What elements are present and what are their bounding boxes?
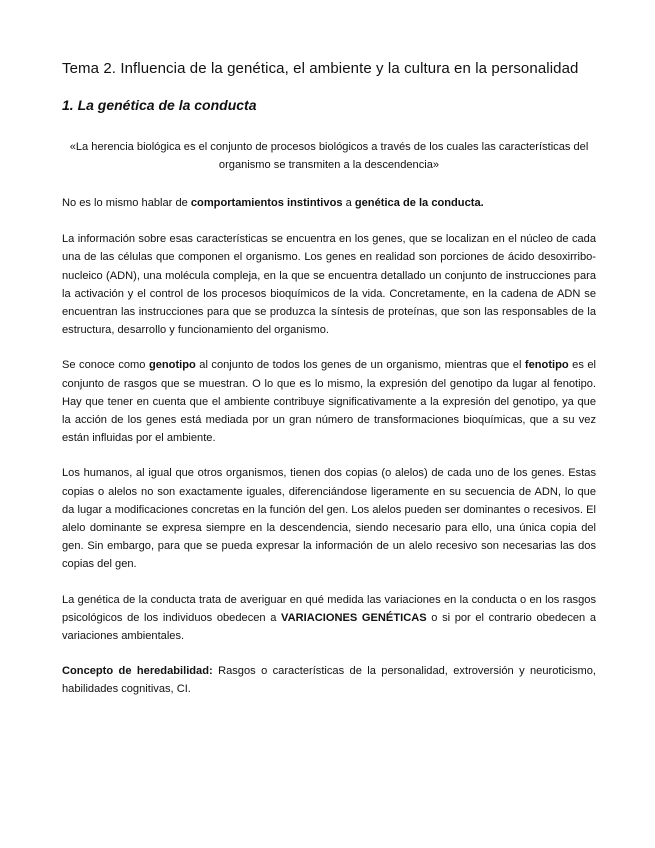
document-page [62,60,596,716]
text-run: La genética de la conducta trata de averiguar en qué medida las variaciones en la conducta o en los rasgos psicológicos de los individuos obedecen a [62,593,596,624]
paragraph-instinct-vs-genetics [62,194,596,212]
text-run: Rasgos o características de la personalidad, extroversión y neuroticismo, habilidades cognitivas, CI. [62,665,596,696]
bold-term-genotype: genotipo [148,359,196,372]
paragraph-genotype-phenotype [62,356,596,447]
bold-term-genetic-variations: VARIACIONES GENÉTICAS [281,611,427,624]
bold-term-phenotype: fenotipo [524,359,569,372]
paragraph-behaviour-genetics [62,591,596,646]
bold-term-heritability: Concepto de heredabilidad: [62,665,213,678]
section-heading: 1. La genética de la conducta [62,97,257,113]
paragraph-heritability [62,662,596,698]
text-run: es el conjunto de rasgos que se muestran. O lo que es lo mismo, la expresión del genotipo da lugar al fenotipo. Hay que tener en cuenta que el ambiente contribuye significativamente a la expresión del genotipo, ya que la acción de los genes está mediada por un gran número de transformaciones bioquímicas, que a su vez están influidas por el ambiente. [62,359,596,445]
paragraph-genes-dna: La información sobre esas características se encuentra en los genes, que se localizan en el núcleo de cada una de las células que componen el organismo. Los genes en realidad son porciones de ácido desoxirribo-nucleico (ADN), una molécula compleja, en la que se encuentra detallado un conjunto de instrucciones para la activación y el control de los procesos bioquímicos de la vida. Concretamente, en la cadena de ADN se encuentran las instrucciones para que se produzca la síntesis de proteínas, que son las responsables de la estructura, desarrollo y funcionamiento del organismo. [62,233,596,337]
bold-term-instinctive-behaviours: comportamientos instintivos [190,197,343,209]
text-run: al conjunto de todos los genes de un organismo, mientras que el [195,359,525,372]
text-run: o si por el contrario obedecen a variaciones ambientales. [62,611,597,643]
text-run: Se conoce como [62,359,149,372]
text-run: a [342,197,355,209]
paragraph-alleles: Los humanos, al igual que otros organismos, tienen dos copias (o alelos) de cada uno de los genes. Estas copias o alelos no son exactamente iguales, diferenciándose ligeramente en su secuencia de ADN, lo que da lugar a modificaciones concretas en la función del gen. Los alelos pueden ser dominantes o recesivos. El alelo dominante se expresa siempre en la descendencia, siendo necesario para ello, una única copia del gen. Sin embargo, para que se pueda expresar la información de un alelo recesivo son necesarias las dos copias del gen. [62,467,596,571]
bold-term-behaviour-genetics: genética de la conducta. [354,197,484,209]
heredity-quote: «La herencia biológica es el conjunto de procesos biológicos a través de los cuales las características del organismo se transmiten a la descendencia» [69,141,589,171]
text-run: No es lo mismo hablar de [62,197,191,209]
document-title: Tema 2. Influencia de la genética, el ambiente y la cultura en la personalidad [62,60,579,77]
